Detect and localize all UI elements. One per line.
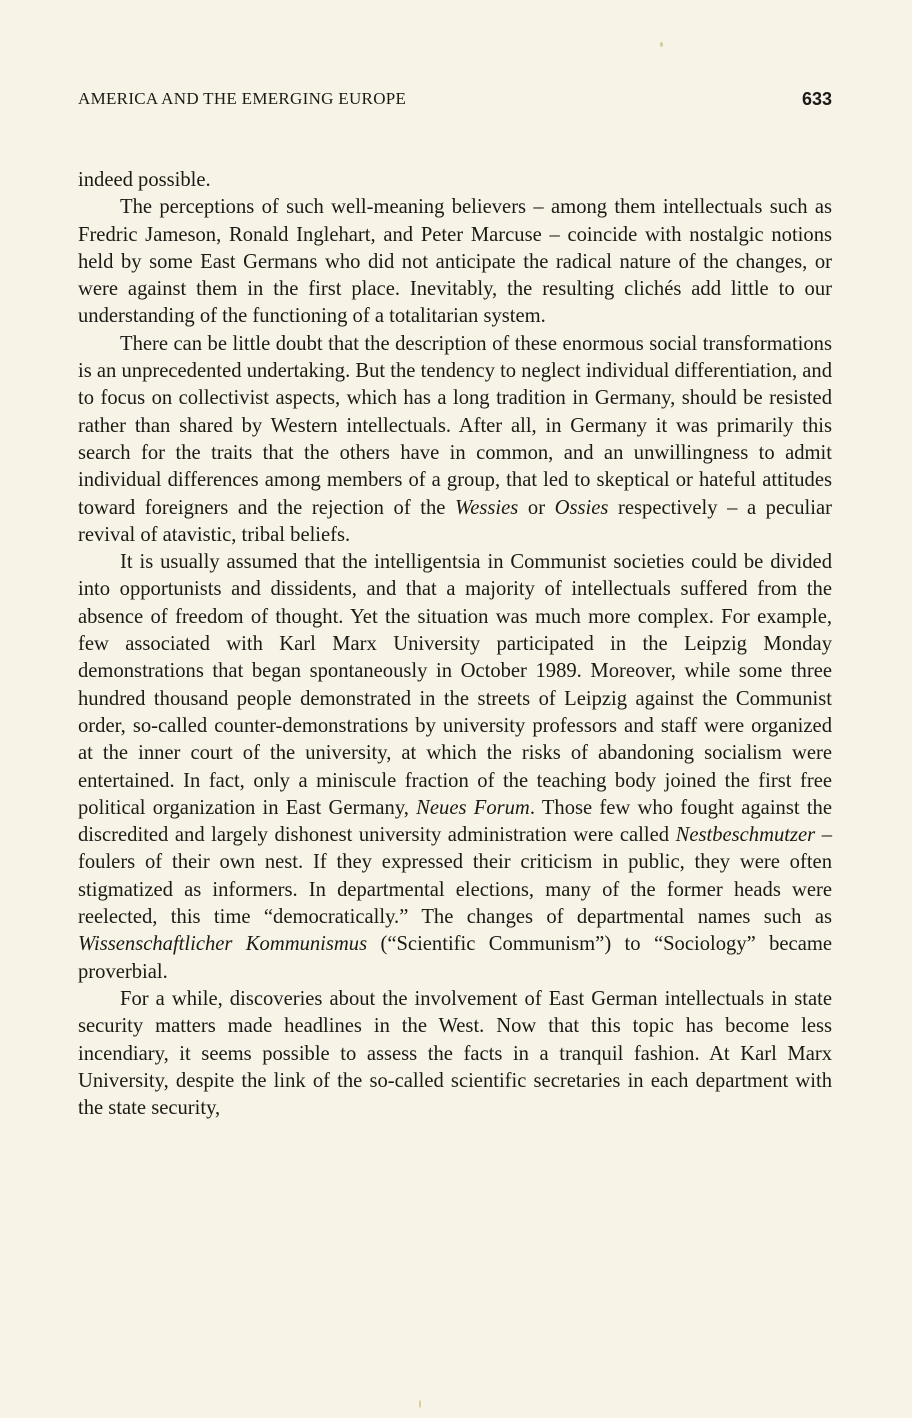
paper-speck [660, 42, 663, 47]
running-head [78, 86, 832, 114]
text-run: or [518, 496, 555, 519]
italic-term: Nestbeschmutzer [675, 824, 816, 847]
running-title: AMERICA AND THE EMERGING EUROPE [78, 89, 407, 108]
text-run: There can be little doubt that the description of these enormous social transformations is an unprecedented undertaking. But the tendency to neglect individual differentiation, and to focus on collectivist aspects, which has a long tradition in Germany, should be resisted rather than shared by Western intellectuals. After all, in Germany it was primarily this search for the traits that the others have in common, and an unwillingness to admit individual differences among members of a group, that led to skeptical or hateful attitudes toward foreigners and the rejection of the [78, 332, 832, 519]
italic-term: Ossies [554, 496, 609, 519]
italic-term: Wissenschaftlicher Kommunismus [78, 933, 368, 956]
paragraph [78, 167, 832, 194]
italic-term: Wessies [455, 496, 519, 519]
page-number: 633 [801, 89, 832, 109]
paragraph [78, 194, 832, 330]
paragraph [78, 331, 832, 549]
text-run: indeed possible. [78, 169, 211, 191]
text-run: For a while, discoveries about the involvement of East German intellectuals in state security matters made headlines in the West. Now that this topic has become less incendiary, it seems possible to assess the facts in a tranquil fashion. At Karl Marx University, despite the link of the so-called scientific secretaries in each department with the state security, [78, 987, 832, 1120]
text-run: respectively – a peculiar revival of atavistic, tribal beliefs. [78, 496, 832, 546]
text-run: It is usually assumed that the intelligentsia in Communist societies could be divided into opportunists and dissidents, and that a majority of intellectuals suffered from the absence of freedom of thought. Yet the situation was much more complex. For example, few associated with Karl Marx University participated in the Leipzig Monday demonstrations that began spontaneously in October 1989. Moreover, while some three hundred thousand people demonstrated in the streets of Leipzig against the Communist order, so-called counter-demonstrations by university professors and staff were organized at the inner court of the university, at which the risks of abandoning socialism were entertained. In fact, only a miniscule fraction of the teaching body joined the first free political organization in East Germany, [78, 551, 832, 819]
text-run: The perceptions of such well-meaning believers – among them intellectuals such as Fredric Jameson, Ronald Inglehart, and Peter Marcuse – coincide with nostalgic notions held by some East Germans who did not anticipate the radical nature of the changes, or were against them in the first place. Inevitably, the resulting clichés add little to our understanding of the functioning of a totalitarian system. [78, 196, 832, 328]
paragraph [78, 986, 832, 1122]
text-run: . Those few who fought against the discredited and largely dishonest university administration were called [78, 796, 832, 847]
italic-term: Neues Forum [416, 796, 530, 819]
text-run: – foulers of their own nest. If they expressed their criticism in public, they were often stigmatized as informers. In departmental elections, many of the former heads were reelected, this time “democratically.” The changes of departmental names such as [78, 824, 832, 929]
text-run: (“Scientific Communism”) to “Sociology” became proverbial. [78, 933, 832, 983]
body-text [78, 167, 832, 1122]
paper-speck [419, 1400, 421, 1408]
paragraph [78, 549, 832, 986]
